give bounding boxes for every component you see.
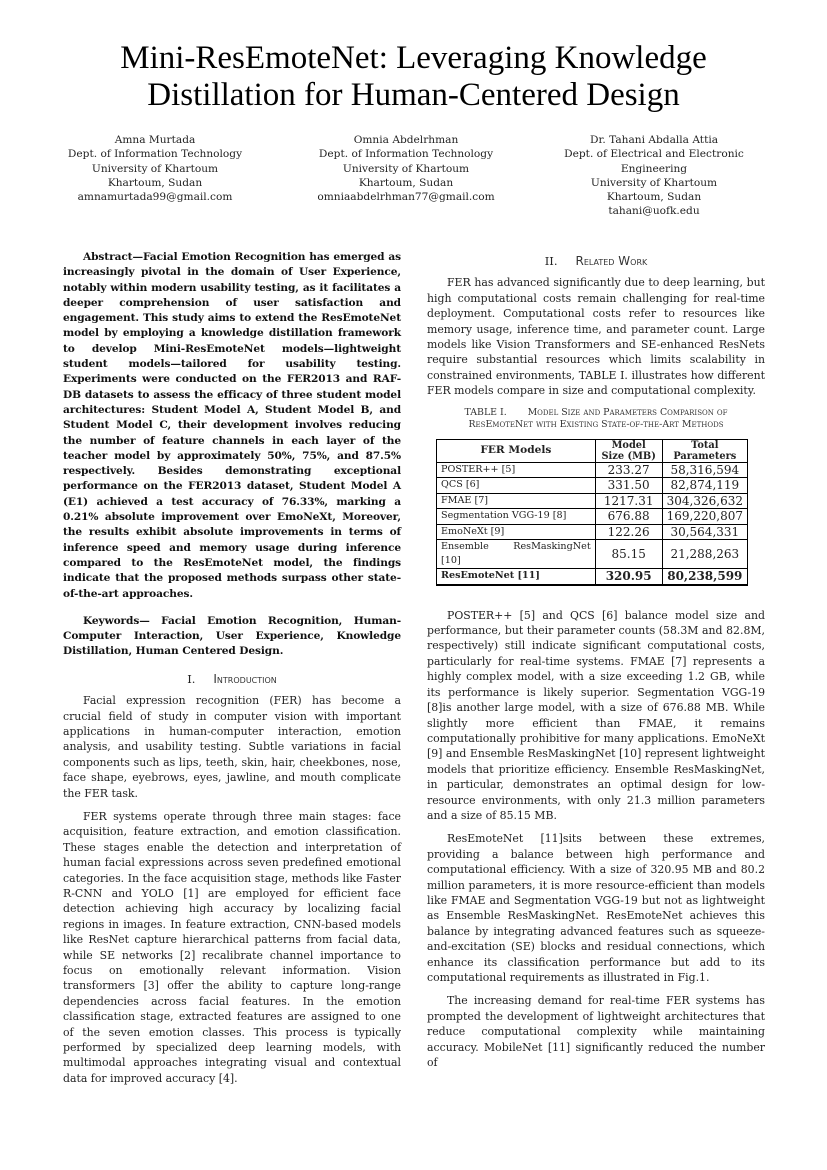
- model-size-cell: 676.88: [595, 509, 662, 525]
- paragraph: ResEmoteNet [11]sits between these extremes, providing a balance between high performance and computational efficiency. With a size of 320.95 MB and 80.2 million parameters, it is more resource-efficient than models like FMAE and Segmentation VGG-19 but not as lightweight as Ensemble ResMaskingNet. ResEmoteNet achieves this balance by integrating advanced features such as squeeze-and-excitation (SE) blocks and residual connections, which enhance its classification performance but add to its computational requirements as illustrated in Fig.1.: [427, 832, 765, 984]
- paragraph: FER has advanced significantly due to deep learning, but high computational costs remain challenging for real-time deployment. Computational costs refer to resources like memory usage, inference time, and parameter count. Large models like Vision Transformers and SE-enhanced ResNets require substantial resources which limits scalability in constrained environments, TABLE I. illustrates how different FER models compare in size and computational complexity.: [427, 276, 765, 398]
- table-caption-line-1: Model Size and Parameters Comparison of: [527, 406, 728, 418]
- total-params-cell: 30,564,331: [662, 524, 747, 540]
- section-number: I.: [187, 671, 196, 686]
- author-location: Khartoum, Sudan: [358, 176, 454, 189]
- total-params-cell: 21,288,263: [662, 540, 747, 569]
- author-affiliation: Dept. of Information Technology: [318, 148, 494, 161]
- section-heading-introduction: [63, 672, 401, 687]
- author-block-3: [534, 133, 774, 219]
- section-number: II.: [544, 254, 558, 268]
- table-row: [437, 478, 748, 494]
- author-name: Amna Murtada: [114, 134, 196, 146]
- author-affiliation: University of Khartoum: [91, 162, 219, 175]
- paragraph: POSTER++ [5] and QCS [6] balance model size and performance, but their parameter counts (58.3M and 82.8M, respectively) still indicate significant computational costs, particularly for real-time systems. FMAE [7] represents a highly complex model, with a size exceeding 1.2 GB, while its performance is likely superior. Segmentation VGG-19 [8]is another large model, with a size of 676.88 MB. While slightly more efficient than FMAE, it remains computationally prohibitive for many applications. EmoNeXt [9] and Ensemble ResMaskingNet [10] represent lightweight models that prioritize efficiency. Ensemble ResMaskingNet, in particular, demonstrates an optimal design for low-resource environments, with only 21.3 million parameters and a size of 85.15 MB.: [427, 608, 765, 822]
- keywords-text: Keywords— Facial Emotion Recognition, Human-Computer Interaction, User Experience, Knowledge Distillation, Human Centered Design.: [63, 614, 401, 658]
- author-affiliation: Engineering: [620, 162, 688, 175]
- author-block-2: [286, 133, 526, 204]
- author-email[interactable]: tahani@uofk.edu: [608, 205, 700, 218]
- table-row: [437, 509, 748, 525]
- left-column: [63, 250, 401, 1094]
- model-comparison-table: [436, 439, 748, 586]
- model-name-cell: QCS [6]: [437, 478, 596, 494]
- model-size-cell: 331.50: [595, 478, 662, 494]
- table-caption: [427, 407, 765, 431]
- author-affiliation: University of Khartoum: [342, 162, 470, 175]
- abstract-text: Abstract—Facial Emotion Recognition has emerged as increasingly pivotal in the domain of User Experience, notably within modern usability testing, as it facilitates a deeper comprehension of user satisfaction and engagement. This study aims to extend the ResEmoteNet model by employing a knowledge distillation framework to develop Mini-ResEmoteNet models—lightweight student models—tailored for usability testing. Experiments were conducted on the FER2013 and RAF-DB datasets to assess the efficacy of three student model architectures: Student Model A, Student Model B, and Student Model C, their development involves reducing the number of feature channels in each layer of the teacher model by approximately 50%, 75%, and 87.5% respectively. Besides demonstrating exceptional performance on the FER2013 dataset, Student Model A (E1) achieved a test accuracy of 76.33%, marking a 0.21% absolute improvement over EmoNeXt, Moreover, the results exhibit absolute improvements in terms of inference speed and memory usage during inference compared to the ResEmoteNet model, the findings indicate that the proposed methods surpass other state-of-the-art approaches.: [63, 251, 401, 600]
- section-title: Related Work: [575, 254, 648, 268]
- table-header-row: [437, 439, 748, 462]
- model-size-cell: 122.26: [595, 524, 662, 540]
- table-row: [437, 540, 748, 569]
- table-caption-line-2: ResEmoteNet with Existing State-of-the-Art Methods: [468, 418, 724, 430]
- model-size-cell: 1217.31: [595, 493, 662, 509]
- table-label: TABLE I.: [464, 406, 507, 418]
- section-heading-related-work: [427, 254, 765, 269]
- total-params-cell: 304,326,632: [662, 493, 747, 509]
- right-column: [427, 254, 765, 1078]
- author-email[interactable]: omniaabdelrhman77@gmail.com: [317, 191, 495, 204]
- title-line-2: Distillation for Human-Centered Design: [147, 77, 680, 113]
- total-params-cell: 82,874,119: [662, 478, 747, 494]
- model-name-cell: Ensemble ResMaskingNet [10]: [437, 540, 596, 569]
- model-size-cell: 320.95: [595, 569, 662, 585]
- column-header: Total Parameters: [662, 439, 747, 462]
- model-size-cell: 233.27: [595, 462, 662, 478]
- column-header: FER Models: [437, 439, 596, 462]
- model-name-cell: FMAE [7]: [437, 493, 596, 509]
- model-name-cell: POSTER++ [5]: [437, 462, 596, 478]
- author-block-1: [35, 133, 275, 204]
- paragraph: Facial expression recognition (FER) has become a crucial field of study in computer vision with important applications in human-computer interaction, emotion analysis, and usability testing. Subtle variations in facial components such as lips, teeth, skin, hair, cheekbones, nose, face shape, eyebrows, eyes, jawline, and mouth complicate the FER task.: [63, 694, 401, 800]
- paragraph: The increasing demand for real-time FER systems has prompted the development of lightweight architectures that reduce computational complexity while maintaining accuracy. MobileNet [11] significantly reduced the number of: [427, 994, 765, 1070]
- total-params-cell: 80,238,599: [662, 569, 747, 585]
- table-row: [437, 493, 748, 509]
- table-row: [437, 462, 748, 478]
- title-line-1: Mini-ResEmoteNet: Leveraging Knowledge: [120, 40, 707, 76]
- author-affiliation: University of Khartoum: [590, 176, 718, 189]
- model-name-cell: EmoNeXt [9]: [437, 524, 596, 540]
- author-location: Khartoum, Sudan: [107, 176, 203, 189]
- section-title: Introduction: [213, 671, 277, 686]
- author-affiliation: Dept. of Information Technology: [67, 148, 243, 161]
- table-row-highlighted: [437, 569, 748, 585]
- paragraph: FER systems operate through three main stages: face acquisition, feature extraction, and emotion classification. These stages enable the detection and interpretation of human facial expressions across seven predefined emotional categories. In the face acquisition stage, methods like Faster R-CNN and YOLO [1] are employed for efficient face detection achieving high accuracy by localizing facial regions in images. In feature extraction, CNN-based models like ResNet capture hierarchical patterns from facial data, while SE networks [2] recalibrate channel importance to focus on emotionally relevant information. Vision transformers [3] offer the ability to capture long-range dependencies across facial features. In the emotion classification stage, extracted features are assigned to one of the seven emotion classes. This process is typically performed by specialized deep learning models, with multimodal approaches integrating visual and contextual data for improved accuracy [4].: [63, 809, 401, 1085]
- author-email[interactable]: amnamurtada99@gmail.com: [77, 191, 233, 204]
- table-row: [437, 524, 748, 540]
- abstract-section: [63, 250, 401, 660]
- paper-title: [0, 40, 827, 114]
- author-affiliation: Dept. of Electrical and Electronic: [564, 148, 744, 161]
- total-params-cell: 58,316,594: [662, 462, 747, 478]
- total-params-cell: 169,220,807: [662, 509, 747, 525]
- model-name-cell: Segmentation VGG-19 [8]: [437, 509, 596, 525]
- model-size-cell: 85.15: [595, 540, 662, 569]
- author-location: Khartoum, Sudan: [606, 191, 702, 204]
- model-name-cell: ResEmoteNet [11]: [437, 569, 596, 585]
- column-header: Model Size (MB): [595, 439, 662, 462]
- author-name: Omnia Abdelrhman: [353, 134, 459, 146]
- author-name: Dr. Tahani Abdalla Attia: [589, 134, 719, 146]
